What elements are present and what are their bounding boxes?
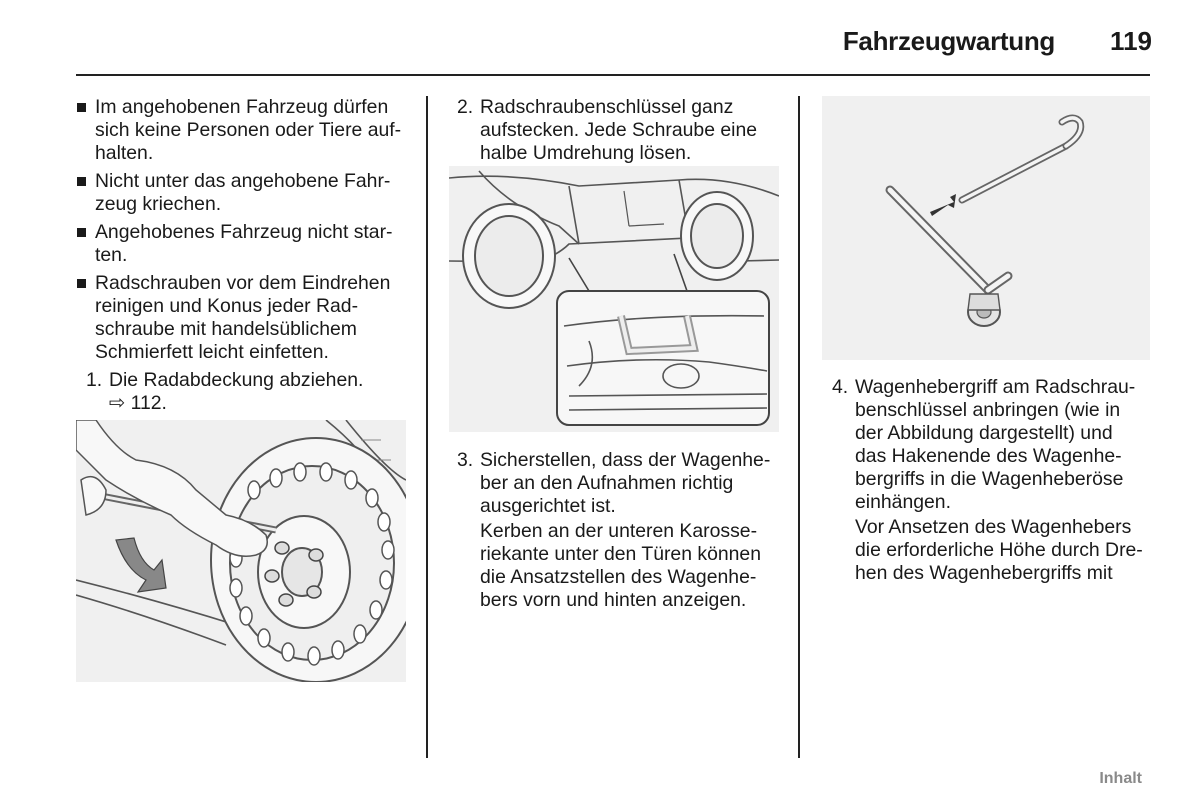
bullet-line: Im angehobenen Fahrzeug dürfen <box>95 96 389 118</box>
bullet-line: schraube mit handelsüblichem <box>95 318 357 340</box>
note-paragraph <box>855 516 1155 585</box>
jack-point-illustration <box>449 166 779 432</box>
bullet-line: Angehobenes Fahrzeug nicht star- <box>95 221 393 243</box>
step-text: Die Radabdeckung abziehen. <box>109 369 364 391</box>
bullet-line: Nicht unter das angehobene Fahr- <box>95 170 391 192</box>
step-line: der Abbildung dargestellt) und <box>855 422 1113 444</box>
bullet-line: halten. <box>95 142 154 164</box>
bullet-line: zeug kriechen. <box>95 193 222 215</box>
bullet-item <box>76 272 435 364</box>
step-line: ausgerichtet ist. <box>480 495 616 517</box>
section-title: Fahrzeugwartung <box>842 26 1055 56</box>
jack-point-drawing <box>449 166 779 432</box>
bullet-square-icon <box>77 177 86 186</box>
page-number: 119 <box>1110 26 1152 56</box>
step-2 <box>457 96 787 165</box>
note-line: Kerben an der unteren Karosse- <box>480 520 758 542</box>
step-number: 2. <box>457 96 474 118</box>
step-number: 1. <box>86 369 103 391</box>
wheel-wrench-drawing <box>76 420 406 682</box>
note-line: hen des Wagenhebergriffs mit <box>855 562 1113 584</box>
step-number: 3. <box>457 449 474 471</box>
step-line: ber an den Aufnahmen richtig <box>480 472 734 494</box>
step-4 <box>832 376 1152 514</box>
jack-handle-drawing <box>822 96 1150 360</box>
page-reference[interactable] <box>86 392 416 415</box>
bullet-square-icon <box>77 228 86 237</box>
step-1 <box>86 369 416 415</box>
reference-arrow-icon: ⇨ <box>109 392 126 414</box>
step-number: 4. <box>832 376 849 398</box>
bullet-line: sich keine Personen oder Tiere auf- <box>95 119 402 141</box>
step-line: bergriffs in die Wagenheberöse <box>855 468 1124 490</box>
step-line: Radschraubenschlüssel ganz <box>480 96 734 118</box>
step-line: halbe Umdrehung lösen. <box>480 142 692 164</box>
header-rule <box>76 74 1150 76</box>
wheel-wrench-illustration <box>76 420 406 682</box>
step-line: aufstecken. Jede Schraube eine <box>480 119 758 141</box>
step-line: das Hakenende des Wagenhe- <box>855 445 1122 467</box>
contents-link[interactable]: Inhalt <box>1099 770 1142 787</box>
bullet-line: Schmierfett leicht einfetten. <box>95 341 329 363</box>
bullet-item <box>76 221 435 267</box>
step-3 <box>457 449 787 518</box>
bullet-square-icon <box>77 279 86 288</box>
step-line: einhängen. <box>855 491 951 513</box>
note-line: die erforderliche Höhe durch Dre- <box>855 539 1143 561</box>
note-paragraph <box>480 520 790 612</box>
bullet-line: Radschrauben vor dem Eindrehen <box>95 272 391 294</box>
reference-page: 112. <box>130 392 167 414</box>
note-line: die Ansatzstellen des Wagenhe- <box>480 566 757 588</box>
bullet-square-icon <box>77 103 86 112</box>
bullet-item <box>76 170 435 216</box>
bullet-line: reinigen und Konus jeder Rad- <box>95 295 359 317</box>
note-line: Vor Ansetzen des Wagenhebers <box>855 516 1132 538</box>
step-line: benschlüssel anbringen (wie in <box>855 399 1121 421</box>
bullet-line: ten. <box>95 244 128 266</box>
step-line: Sicherstellen, dass der Wagenhe- <box>480 449 771 471</box>
jack-handle-illustration <box>822 96 1150 360</box>
step-line: Wagenhebergriff am Radschrau- <box>855 376 1136 398</box>
bullet-item <box>76 96 435 165</box>
note-line: bers vorn und hinten anzeigen. <box>480 589 747 611</box>
direction-arrow-icon <box>930 194 956 216</box>
note-line: riekante unter den Türen können <box>480 543 762 565</box>
column-divider-2 <box>798 96 800 758</box>
